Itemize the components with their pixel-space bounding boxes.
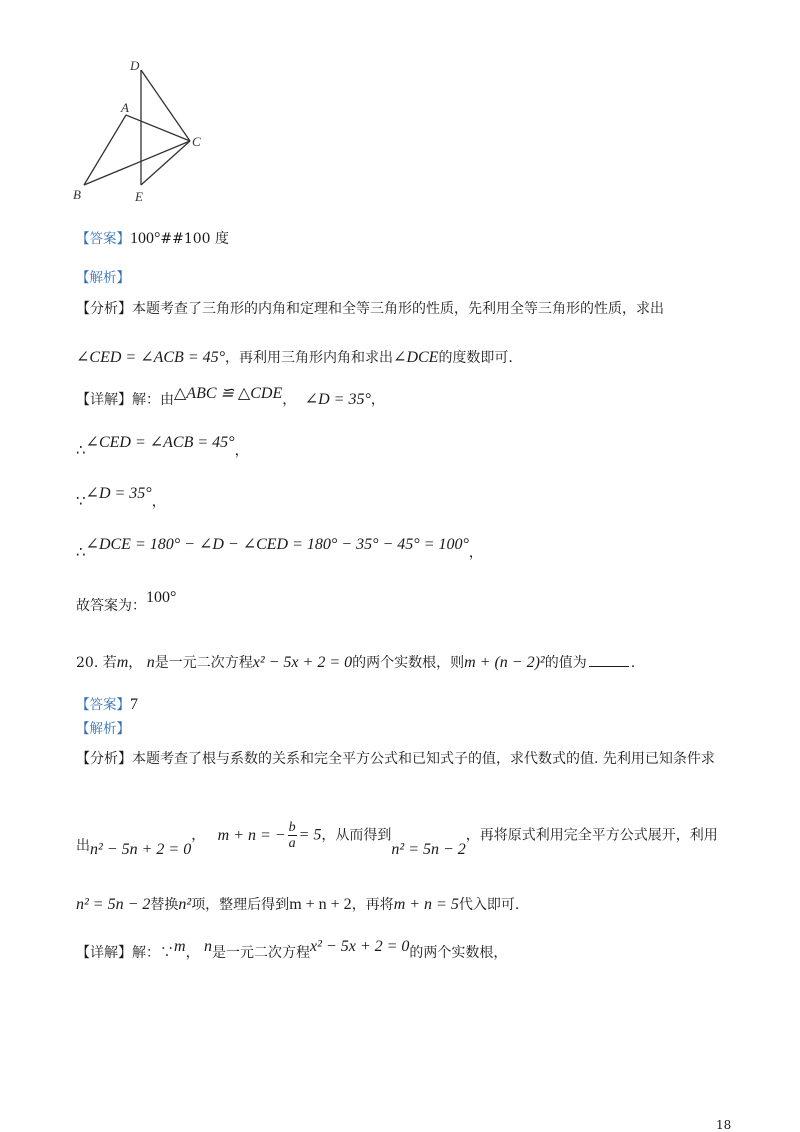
q19-fenxi-line2: ∠CED = ∠ACB = 45°，再利用三角形内角和求出∠DCE的度数即可. [76, 349, 513, 366]
segment-ec [141, 141, 190, 185]
label-c: C [192, 134, 201, 149]
page-number: 18 [716, 1118, 732, 1132]
label-d: D [130, 58, 140, 73]
q20-stem: 20. 若m， n是一元二次方程x² − 5x + 2 = 0的两个实数根，则m + (n − 2)²的值为 . [76, 654, 636, 671]
label-a: A [121, 100, 129, 115]
q19-final: 故答案为：100° [76, 589, 177, 614]
geometry-figure [66, 55, 216, 205]
q19-step1: ∴∠CED = ∠ACB = 45°， [76, 434, 249, 459]
segment-bc [84, 141, 190, 185]
q20-analysis-tag: 【解析】 [76, 721, 130, 737]
q20-answer: 【答案】7 [76, 696, 138, 713]
q19-fenxi: 【分析】本题考查了三角形的内角和定理和全等三角形的性质，先利用全等三角形的性质，求出 [76, 301, 664, 317]
answer-blank [589, 666, 629, 667]
q19-detail: 【详解】解：由△ABC ≌ △CDE， ∠D = 35°， [76, 385, 385, 408]
q20-detail: 【详解】解：∵m， n是一元二次方程x² − 5x + 2 = 0的两个实数根， [76, 938, 508, 961]
q19-analysis-tag: 【解析】 [76, 270, 130, 286]
q20-fenxi: 【分析】本题考查了根与系数的关系和完全平方公式和已知式子的值，求代数式的值. 先利用已知条件求 [76, 751, 715, 767]
fraction-b-over-a: $\frac{b}{a}$ [288, 820, 296, 851]
q20-fenxi-line2: 出n² − 5n + 2 = 0， m + n = − $\frac{b}{a}$ = 5，从而得到n² = 5n − 2，再将原式利用完全平方公式展开，利用 [76, 820, 718, 858]
q19-step2: ∵∠D = 35°， [76, 485, 166, 510]
q20-fenxi-line3: n² = 5n − 2替换n²项，整理后得到m + n + 2，再将m + n = 5代入即可. [76, 896, 520, 913]
label-e: E [135, 189, 143, 204]
q19-answer: 【答案】100°##100 度 [76, 230, 230, 247]
label-b: B [73, 187, 81, 202]
q19-step3: ∴∠DCE = 180° − ∠D − ∠CED = 180° − 35° − 45° = 100°， [76, 536, 483, 561]
segment-ba [84, 115, 126, 185]
answer-tag: 【答案】 [76, 231, 130, 247]
